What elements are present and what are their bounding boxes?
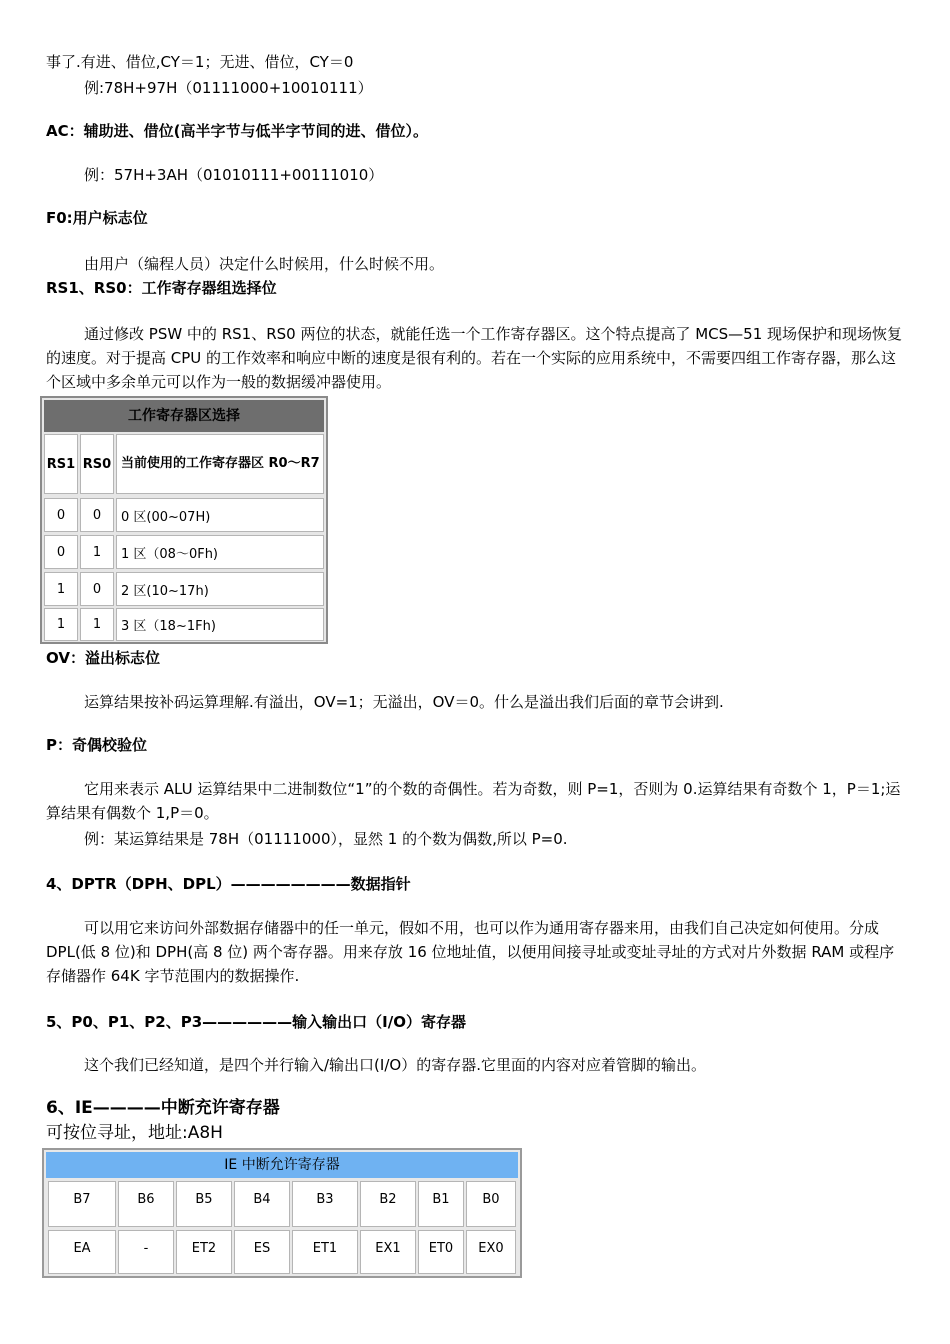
f0-heading: F0:用户标志位 <box>46 209 148 227</box>
table-cell: EA <box>48 1230 116 1274</box>
rs-heading: RS1、RS0：工作寄存器组选择位 <box>46 279 277 297</box>
table-cell: 3 区（18~1Fh) <box>116 608 324 641</box>
table-cell: ET0 <box>418 1230 464 1274</box>
p-paragraph: 它用来表示 ALU 运算结果中二进制数位“1”的个数的奇偶性。若为奇数，则 P=1，否则为 0.运算结果有奇数个 1，P＝1;运算结果有偶数个 1,P＝0。 <box>46 780 901 822</box>
table-cell: 1 区（08～0Fh) <box>116 535 324 569</box>
table-header-cell: B0 <box>466 1181 516 1227</box>
cy-line: 事了.有进、借位,CY＝1；无进、借位，CY＝0 <box>46 53 354 71</box>
port-heading: 5、P0、P1、P2、P3——————输入输出口（I/O）寄存器 <box>46 1013 466 1031</box>
table-cell: ET2 <box>176 1230 232 1274</box>
table-cell: 0 <box>80 572 114 606</box>
ov-heading: OV：溢出标志位 <box>46 649 160 667</box>
table-header-cell: B1 <box>418 1181 464 1227</box>
table-header-cell: B3 <box>292 1181 358 1227</box>
table-cell: 1 <box>44 608 78 641</box>
cy-example: 例:78H+97H（01111000+10010111） <box>84 79 373 97</box>
table-cell: 0 <box>44 498 78 532</box>
table-caption: 工作寄存器区选择 <box>44 400 324 432</box>
table-cell: 0 <box>44 535 78 569</box>
p-example: 例：某运算结果是 78H（01111000），显然 1 的个数为偶数,所以 P=0. <box>84 830 568 848</box>
table-header-cell: B4 <box>234 1181 290 1227</box>
dptr-paragraph: 可以用它来访问外部数据存储器中的任一单元，假如不用，也可以作为通用寄存器来用，由我们自己决定如何使用。分成 DPL(低 8 位)和 DPH(高 8 位) 两个寄存器。用来存放 16 位地址值，以便用间接寻址或变址寻址的方式对片外数据 RAM 或程序存储器作 64K 字节范围内的数据操作. <box>46 919 895 985</box>
register-bank-table <box>40 396 328 644</box>
ie-register-table <box>42 1148 522 1278</box>
table-caption: IE 中断允许寄存器 <box>46 1152 518 1178</box>
table-cell: 1 <box>80 608 114 641</box>
table-cell: ES <box>234 1230 290 1274</box>
table-header-cell: RS0 <box>80 434 114 494</box>
ie-heading: 6、IE————中断充许寄存器 <box>46 1098 280 1118</box>
ac-heading: AC：辅助进、借位(高半字节与低半字节间的进、借位）。 <box>46 122 428 140</box>
table-cell: ET1 <box>292 1230 358 1274</box>
table-cell: - <box>118 1230 174 1274</box>
table-header-cell: B7 <box>48 1181 116 1227</box>
table-header-cell: RS1 <box>44 434 78 494</box>
table-header-cell: B6 <box>118 1181 174 1227</box>
ov-description: 运算结果按补码运算理解.有溢出，OV=1；无溢出，OV＝0。什么是溢出我们后面的章节会讲到. <box>84 693 724 711</box>
table-cell: 0 <box>80 498 114 532</box>
table-cell: 1 <box>44 572 78 606</box>
dptr-heading: 4、DPTR（DPH、DPL）————————数据指针 <box>46 875 411 893</box>
table-cell: EX0 <box>466 1230 516 1274</box>
table-cell: 2 区(10~17h) <box>116 572 324 606</box>
ac-example: 例：57H+3AH（01010111+00111010） <box>84 166 384 184</box>
table-cell: 1 <box>80 535 114 569</box>
rs-paragraph: 通过修改 PSW 中的 RS1、RS0 两位的状态，就能任选一个工作寄存器区。这个特点提高了 MCS—51 现场保护和现场恢复的速度。对于提高 CPU 的工作效率和响应中断的速度是很有利的。若在一个实际的应用系统中，不需要四组工作寄存器，那么这个区域中多余单元可以作为一般的数据缓冲器使用。 <box>46 325 903 391</box>
table-header-cell: 当前使用的工作寄存器区 R0～R7 <box>116 434 324 494</box>
table-cell: 0 区(00~07H) <box>116 498 324 532</box>
f0-description: 由用户（编程人员）决定什么时候用，什么时候不用。 <box>84 255 445 273</box>
table-cell: EX1 <box>360 1230 416 1274</box>
table-header-cell: B5 <box>176 1181 232 1227</box>
ie-address: 可按位寻址，地址:A8H <box>46 1123 223 1143</box>
p-heading: P：奇偶校验位 <box>46 736 147 754</box>
table-header-cell: B2 <box>360 1181 416 1227</box>
port-description: 这个我们已经知道，是四个并行输入/输出口(I/O）的寄存器.它里面的内容对应着管脚的输出。 <box>84 1056 706 1074</box>
